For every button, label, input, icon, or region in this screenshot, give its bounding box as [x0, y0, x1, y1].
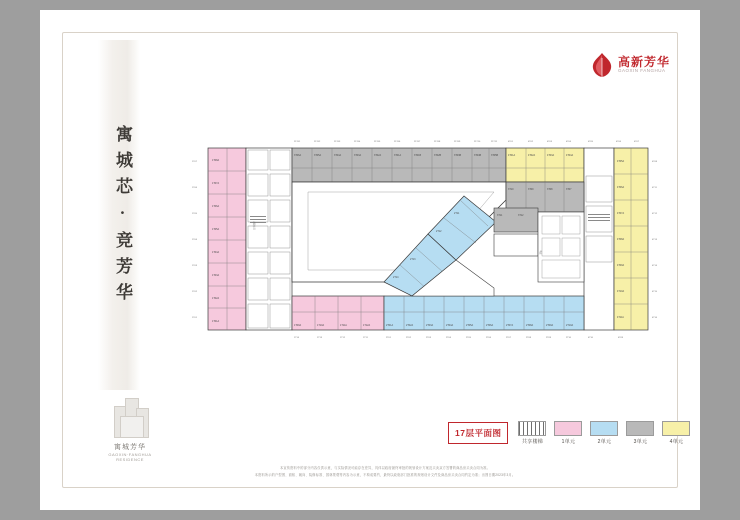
svg-text:21T07: 21T07 [414, 141, 421, 143]
svg-text:1T05: 1T05 [192, 213, 197, 215]
floor-plan [188, 130, 668, 360]
building-icon [114, 392, 148, 436]
svg-text:2T09: 2T09 [546, 337, 551, 339]
svg-text:1T04A: 1T04A [212, 251, 220, 254]
disclaimer-line-2: 本资料所示的户型图、面积、朝向、装修标准、园林景观等内容为示意，不构成要约，最终以政府部门批准的规划设计文件及商品房买卖合同约定为准；出图日期2023年3月。 [254, 473, 516, 477]
svg-text:2T09A: 2T09A [546, 324, 554, 327]
disclaimer-line-1: 本宣传资料中的部分内容仅供示意，与实际情况可能存在差异，具体以政府最终审批的规划设计方案及买卖双方签署的商品房买卖合同为准。 [279, 466, 491, 470]
svg-text:21T05: 21T05 [374, 141, 381, 143]
svg-text:2T14: 2T14 [393, 276, 399, 279]
svg-text:1T12: 1T12 [340, 337, 345, 339]
legend-swatch-unit1 [554, 421, 582, 436]
svg-text:21T04: 21T04 [354, 141, 361, 143]
svg-text:4T06: 4T06 [616, 141, 621, 143]
svg-text:2T01: 2T01 [386, 337, 391, 339]
brochure-page [40, 10, 700, 510]
svg-text:1T12A: 1T12A [363, 324, 371, 327]
legend-title: 17层平面图 [448, 422, 508, 444]
svg-text:2T05A: 2T05A [466, 324, 474, 327]
svg-text:4T11A: 4T11A [617, 316, 624, 319]
svg-text:4T07A: 4T07A [617, 212, 625, 215]
svg-text:2T05: 2T05 [466, 337, 471, 339]
legend-label-unit1: 1单元 [561, 439, 576, 445]
plan-unit-group-left [208, 148, 246, 330]
svg-text:3T07: 3T07 [566, 188, 572, 191]
svg-text:2T04: 2T04 [446, 337, 451, 339]
svg-text:1T10A: 1T10A [317, 324, 325, 327]
svg-text:21T11: 21T11 [491, 141, 498, 143]
svg-text:4T06A: 4T06A [617, 186, 625, 189]
brand-name-en: GAOXIN FANGHUA [617, 67, 666, 73]
svg-text:2T06A: 2T06A [486, 324, 494, 327]
legend-item-unit1 [554, 421, 582, 445]
svg-text:1T11: 1T11 [363, 337, 368, 339]
svg-text:4T08A: 4T08A [617, 238, 625, 241]
svg-text:2T08A: 2T08A [526, 324, 534, 327]
axis-labels-right [652, 161, 658, 319]
svg-text:21T06: 21T06 [394, 141, 401, 143]
axis-labels-bottom [294, 337, 624, 339]
legend [448, 420, 698, 446]
svg-text:4T10A: 4T10A [617, 290, 625, 293]
svg-text:1T03A: 1T03A [212, 274, 220, 277]
svg-text:2T10A: 2T10A [566, 324, 574, 327]
brand-logo [591, 52, 670, 78]
svg-text:4T08: 4T08 [652, 161, 657, 163]
svg-text:4T05A: 4T05A [617, 160, 625, 163]
svg-text:4T15: 4T15 [652, 291, 657, 293]
svg-text:1T02A: 1T02A [212, 297, 220, 300]
svg-text:1T06: 1T06 [192, 187, 197, 189]
axis-labels-top [294, 141, 640, 143]
svg-text:1T01A: 1T01A [212, 320, 220, 323]
svg-text:1T08A: 1T08A [212, 159, 220, 162]
svg-text:1T06A: 1T06A [212, 205, 220, 208]
svg-text:21T10: 21T10 [474, 141, 481, 143]
courtyard-label: 中庭 [539, 250, 541, 255]
page-title: 寓城芯·竞芳华 [113, 125, 132, 309]
svg-text:4T03: 4T03 [547, 141, 552, 143]
svg-text:21T02: 21T02 [314, 141, 321, 143]
svg-text:4T04A: 4T04A [566, 154, 574, 157]
svg-text:3T05B: 3T05B [491, 154, 499, 157]
svg-text:3T03A: 3T03A [354, 154, 362, 157]
legend-label-stairs: 共享楼梯 [521, 439, 544, 445]
legend-label-unit4: 4单元 [669, 439, 684, 445]
legend-swatch-unit2 [590, 421, 618, 436]
svg-text:4T11: 4T11 [652, 187, 657, 189]
svg-text:3T01B: 3T01B [414, 154, 422, 157]
svg-text:4T14: 4T14 [652, 265, 657, 267]
svg-text:2T07A: 2T07A [506, 324, 514, 327]
svg-text:4T02A: 4T02A [528, 154, 536, 157]
legend-swatch-unit4 [662, 421, 690, 436]
svg-text:2T01A: 2T01A [386, 324, 394, 327]
plan-core-left [246, 148, 292, 330]
svg-text:21T09: 21T09 [454, 141, 461, 143]
svg-text:1T03: 1T03 [192, 265, 197, 267]
plan-unit-group-top [292, 148, 506, 182]
svg-text:1T07: 1T07 [192, 161, 197, 163]
plan-unit-group-right [614, 148, 648, 330]
svg-text:21T03: 21T03 [334, 141, 341, 143]
svg-text:4T01: 4T01 [508, 141, 513, 143]
svg-text:1T04: 1T04 [192, 239, 197, 241]
flame-leaf-icon [591, 52, 613, 78]
svg-text:1T05A: 1T05A [212, 228, 220, 231]
svg-text:4T03A: 4T03A [547, 154, 555, 157]
axis-labels-left [192, 161, 198, 319]
svg-text:3T04B: 3T04B [474, 154, 482, 157]
svg-text:1T11A: 1T11A [340, 324, 347, 327]
svg-text:2T06: 2T06 [486, 337, 491, 339]
svg-text:3T05A: 3T05A [314, 154, 322, 157]
svg-text:4T09: 4T09 [618, 337, 623, 339]
svg-text:2T04A: 2T04A [446, 324, 454, 327]
svg-text:3T01A: 3T01A [394, 154, 402, 157]
svg-text:共享楼梯: 共享楼梯 [254, 221, 256, 230]
svg-text:2T08: 2T08 [526, 337, 531, 339]
svg-text:1T07A: 1T07A [212, 182, 220, 185]
plan-unit-group-top-right [506, 148, 584, 182]
svg-text:2T13: 2T13 [410, 258, 416, 261]
svg-text:3T04A: 3T04A [334, 154, 342, 157]
project-name: 寓城芳华 [114, 443, 146, 451]
svg-text:4T09A: 4T09A [617, 264, 625, 267]
plan-unit-group-bottom-left [292, 296, 384, 330]
svg-text:3T03B: 3T03B [454, 154, 462, 157]
svg-text:3T08: 3T08 [547, 188, 553, 191]
svg-text:4T12: 4T12 [652, 213, 657, 215]
legend-item-unit2 [590, 421, 618, 445]
svg-text:3T02A: 3T02A [374, 154, 382, 157]
floor-plan-svg [188, 130, 668, 360]
svg-text:3T06A: 3T06A [294, 154, 302, 157]
svg-text:4T16: 4T16 [652, 317, 657, 319]
legend-item-stairs [518, 421, 546, 445]
legend-item-unit4 [662, 421, 690, 445]
svg-text:3T10: 3T10 [508, 188, 514, 191]
svg-text:2T03A: 2T03A [426, 324, 434, 327]
svg-text:1T01: 1T01 [192, 317, 197, 319]
svg-text:4T05: 4T05 [588, 141, 593, 143]
brand-name-cn: 高新芳华 [617, 55, 670, 70]
svg-text:4T13: 4T13 [652, 239, 657, 241]
legend-item-unit3 [626, 421, 654, 445]
plan-unit-group-bottom [384, 296, 584, 330]
svg-text:4T07: 4T07 [634, 141, 639, 143]
svg-text:2T12: 2T12 [436, 230, 442, 233]
svg-text:3T12: 3T12 [518, 214, 524, 217]
legend-swatch-unit3 [626, 421, 654, 436]
svg-text:4T10: 4T10 [588, 337, 593, 339]
svg-text:2T07: 2T07 [506, 337, 511, 339]
plan-core-right [584, 148, 614, 330]
svg-text:3T02B: 3T02B [434, 154, 442, 157]
svg-text:1T14: 1T14 [294, 337, 299, 339]
project-logo-block [100, 392, 160, 472]
svg-text:1T13: 1T13 [317, 337, 322, 339]
svg-text:2T02: 2T02 [406, 337, 411, 339]
svg-text:2T11: 2T11 [454, 212, 460, 215]
svg-text:3T09: 3T09 [528, 188, 534, 191]
svg-text:2T03: 2T03 [426, 337, 431, 339]
svg-text:3T11: 3T11 [497, 214, 503, 217]
svg-text:1T02: 1T02 [192, 291, 197, 293]
svg-text:21T08: 21T08 [434, 141, 441, 143]
svg-text:4T02: 4T02 [528, 141, 533, 143]
legend-label-unit2: 2单元 [597, 439, 612, 445]
project-name-en: GAOXIN·FANGHUA RESIDENCE [108, 452, 152, 462]
svg-text:4T01A: 4T01A [508, 154, 516, 157]
svg-text:2T10: 2T10 [566, 337, 571, 339]
legend-label-unit3: 3单元 [633, 439, 648, 445]
svg-text:21T01: 21T01 [294, 141, 301, 143]
legend-swatch-stairs [518, 421, 546, 436]
svg-text:1T09A: 1T09A [294, 324, 302, 327]
svg-text:2T02A: 2T02A [406, 324, 414, 327]
svg-text:4T04: 4T04 [566, 141, 571, 143]
